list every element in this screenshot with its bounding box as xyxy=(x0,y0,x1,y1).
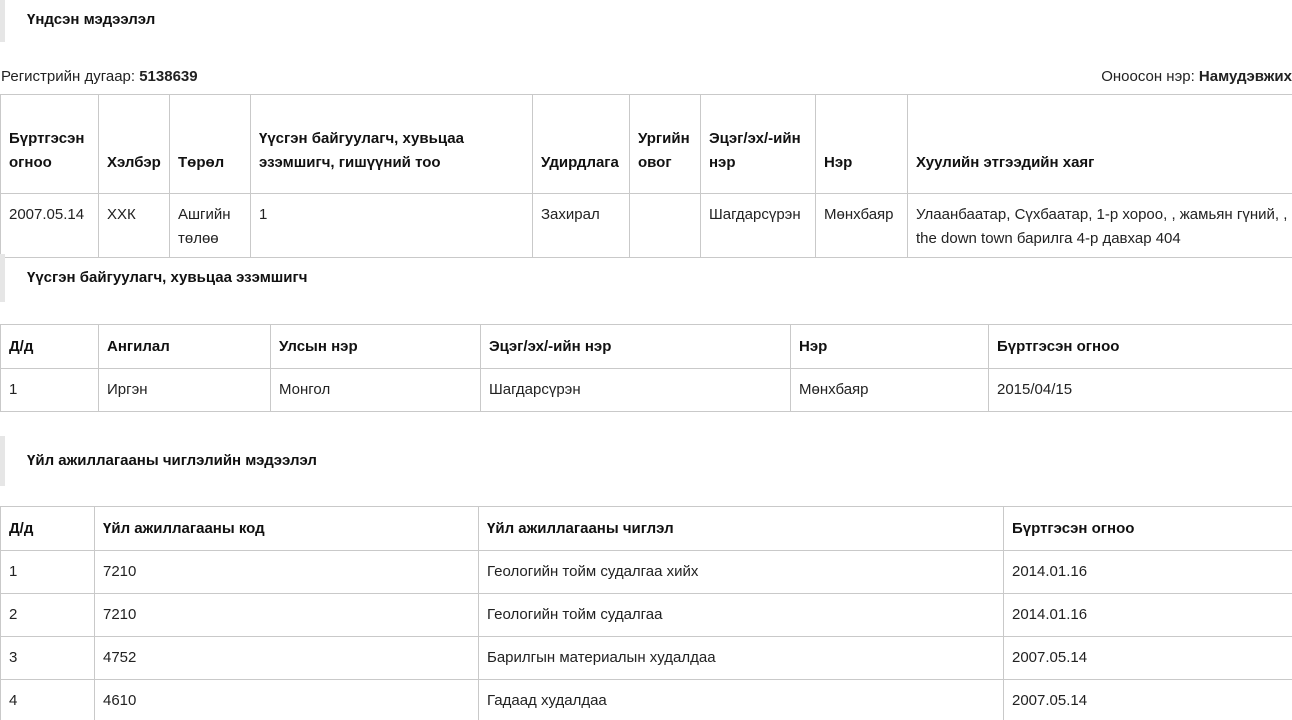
table-cell xyxy=(630,194,701,258)
table-cell: Монгол xyxy=(271,369,481,412)
header-cell: Бүртгэсэн огноо xyxy=(989,325,1292,369)
company-name-value: Намудэвжих xyxy=(1198,68,1292,85)
table-cell: 4 xyxy=(1,680,95,720)
table-row xyxy=(1,637,1292,680)
header-cell: Д/д xyxy=(1,325,99,369)
header-cell: Ургийн овог xyxy=(630,95,701,194)
header-cell: Нэр xyxy=(791,325,989,369)
table-cell: Барилгын материалын худалдаа xyxy=(479,637,1004,680)
table-cell: 3 xyxy=(1,637,95,680)
header-cell: Эцэг/эх/-ийн нэр xyxy=(701,95,816,194)
header-cell: Улсын нэр xyxy=(271,325,481,369)
header-cell: Эцэг/эх/-ийн нэр xyxy=(481,325,791,369)
table-row xyxy=(1,194,1292,258)
header-cell: Хэлбэр xyxy=(99,95,170,194)
header-cell: Үүсгэн байгуулагч, хувьцаа эзэмшигч, гишүүний тоо xyxy=(251,95,533,194)
header-cell: Нэр xyxy=(816,95,908,194)
table-cell: Улаанбаатар, Сүхбаатар, 1-р хороо, , жамьян гүний, , the down town барилга 4-р давхар 404 xyxy=(908,194,1292,258)
header-cell: Төрөл xyxy=(170,95,251,194)
table-cell: 2007.05.14 xyxy=(1004,637,1292,680)
table-cell: 4610 xyxy=(95,680,479,720)
header-cell: Үйл ажиллагааны чиглэл xyxy=(479,507,1004,551)
table-cell: 2007.05.14 xyxy=(1004,680,1292,720)
table-cell: 1 xyxy=(1,551,95,594)
basic-info-table xyxy=(0,94,1292,258)
table-cell: 7210 xyxy=(95,594,479,637)
company-name-label: Оноосон нэр: xyxy=(1101,68,1199,85)
table-header-row xyxy=(1,95,1292,194)
table-cell: Шагдарсүрэн xyxy=(701,194,816,258)
section-title-basic-info: Үндсэн мэдээлэл xyxy=(0,0,1292,42)
table-cell: Захирал xyxy=(533,194,630,258)
table-cell: 7210 xyxy=(95,551,479,594)
table-cell: 2015/04/15 xyxy=(989,369,1292,412)
header-cell: Хуулийн этгээдийн хаяг xyxy=(908,95,1292,194)
table-row xyxy=(1,680,1292,720)
header-cell: Бүртгэсэн огноо xyxy=(1004,507,1292,551)
registration-value: 5138639 xyxy=(139,68,198,85)
table-cell: Шагдарсүрэн xyxy=(481,369,791,412)
header-cell: Ангилал xyxy=(99,325,271,369)
registration-meta xyxy=(0,68,1292,90)
company-name xyxy=(1101,68,1292,85)
table-cell: 2014.01.16 xyxy=(1004,551,1292,594)
table-cell: Геологийн тойм судалгаа хийх xyxy=(479,551,1004,594)
table-row xyxy=(1,594,1292,637)
header-cell: Бүртгэсэн огноо xyxy=(1,95,99,194)
founders-table xyxy=(0,324,1292,412)
table-cell: ХХК xyxy=(99,194,170,258)
section-title-founders: Үүсгэн байгуулагч, хувьцаа эзэмшигч xyxy=(0,254,1292,302)
header-cell: Үйл ажиллагааны код xyxy=(95,507,479,551)
registration-number xyxy=(1,68,198,85)
table-row xyxy=(1,369,1292,412)
table-cell: 4752 xyxy=(95,637,479,680)
table-cell: Ашгийн төлөө xyxy=(170,194,251,258)
table-cell: Геологийн тойм судалгаа xyxy=(479,594,1004,637)
table-cell: 2007.05.14 xyxy=(1,194,99,258)
table-cell: Мөнхбаяр xyxy=(816,194,908,258)
table-header-row xyxy=(1,507,1292,551)
table-cell: 1 xyxy=(251,194,533,258)
table-cell: Мөнхбаяр xyxy=(791,369,989,412)
table-cell: 2014.01.16 xyxy=(1004,594,1292,637)
table-cell: Иргэн xyxy=(99,369,271,412)
table-cell: 1 xyxy=(1,369,99,412)
section-title-activities: Үйл ажиллагааны чиглэлийн мэдээлэл xyxy=(0,436,1292,486)
header-cell: Удирдлага xyxy=(533,95,630,194)
table-cell: 2 xyxy=(1,594,95,637)
table-cell: Гадаад худалдаа xyxy=(479,680,1004,720)
table-row xyxy=(1,551,1292,594)
registration-label: Регистрийн дугаар: xyxy=(1,68,140,85)
header-cell: Д/д xyxy=(1,507,95,551)
table-header-row xyxy=(1,325,1292,369)
activities-table xyxy=(0,506,1292,720)
